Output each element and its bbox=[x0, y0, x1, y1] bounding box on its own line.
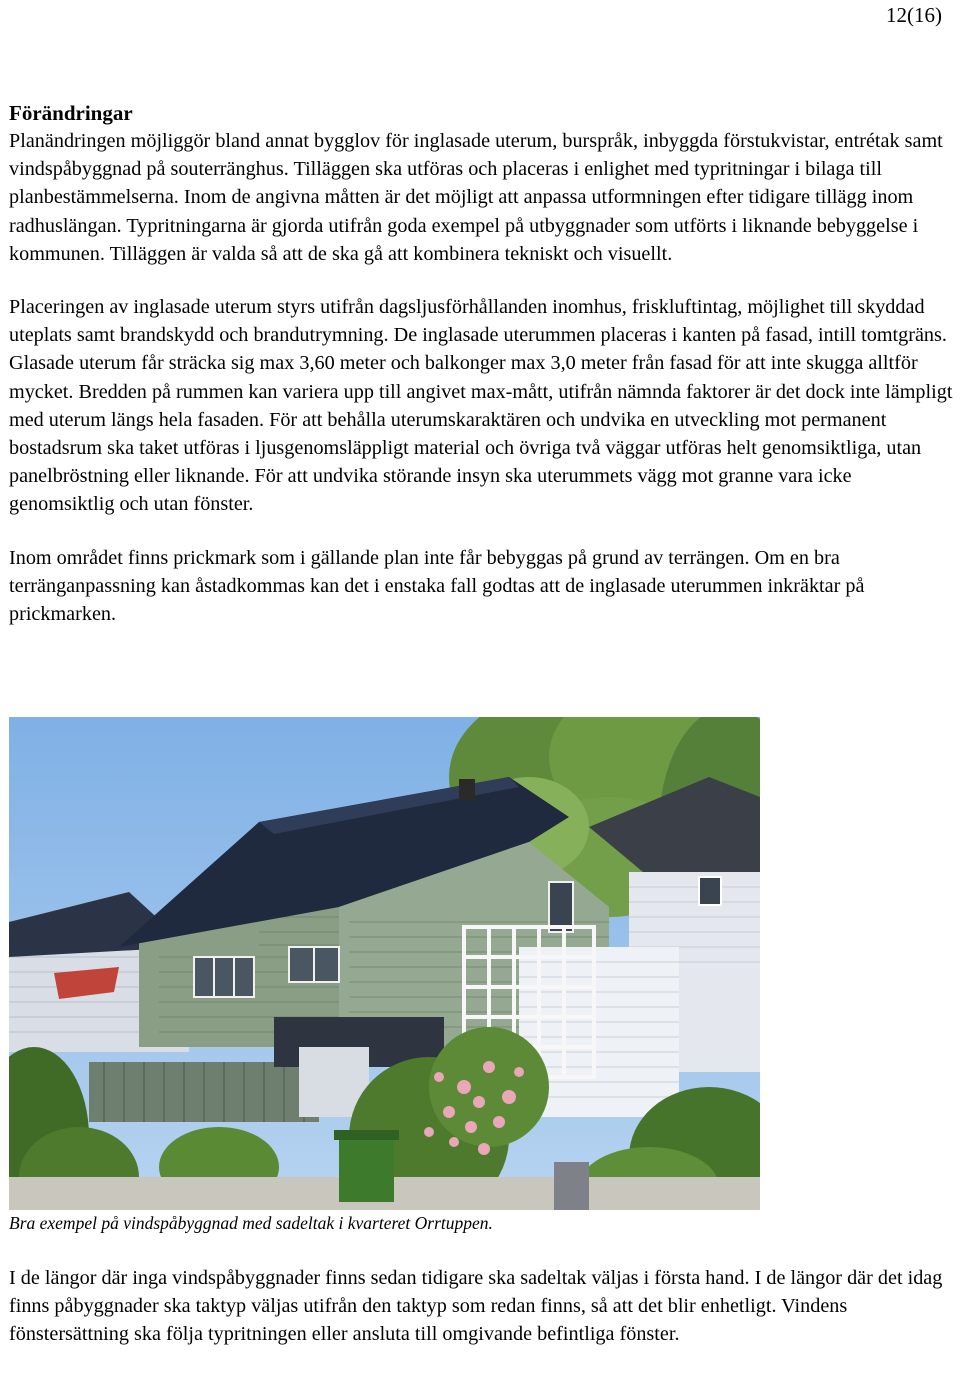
closing-paragraph: I de längor där inga vindspåbyggnader finns sedan tidigare ska sadeltak väljas i första hand. I de längor där det idag finns påbyggnader ska taktyp väljas utifrån den taktyp som redan finns, så att det blir enhetligt. Vindens fönstersättning ska följa typritningen eller ansluta till omgivande befintliga fönster. bbox=[9, 1267, 943, 1346]
green-bin bbox=[334, 1130, 399, 1202]
closing-section bbox=[9, 1264, 954, 1349]
section-forandringar bbox=[9, 99, 954, 628]
paragraph-1: Planändringen möjliggör bland annat bygglov för inglasade uterum, burspråk, inbyggda förstukvistar, entrétak samt vindspåbyggnad på souterränghus. Tilläggen ska utföras och placeras i enlighet med typritningar i bilaga till planbestämmelserna. Inom de angivna måtten är det möjligt att anpassa utformningen efter tidigare tillägg inom radhuslängan. Typritningarna är gjorda utifrån goda exempel på utbyggnader som utförts i liknande bebyggelse i kommunen. Tilläggen är valda så att de ska gå att kombinera tekniskt och visuellt. bbox=[9, 130, 943, 265]
section-heading: Förändringar bbox=[9, 101, 133, 125]
mailbox bbox=[554, 1162, 589, 1210]
paragraph-3: Inom området finns prickmark som i gällande plan inte får bebyggas på grund av terrängen. Om en bra terränganpassning kan åstadkommas kan det i enstaka fall godtas att de inglasade uterummen inkräktar på prickmarken. bbox=[9, 546, 865, 626]
house-photo bbox=[9, 717, 760, 1210]
figure-caption: Bra exempel på vindspåbyggnad med sadeltak i kvarteret Orrtuppen. bbox=[9, 1213, 493, 1233]
page-number: 12(16) bbox=[886, 3, 942, 27]
paragraph-2: Placeringen av inglasade uterum styrs utifrån dagsljusförhållanden inomhus, friskluftintag, möjlighet till skyddad uteplats samt brandskydd och brandutrymning. De inglasade uterummen placeras i kanten på fasad, intill tomtgräns. Glasade uterum får sträcka sig max 3,60 meter och balkonger max 3,0 meter från fasad för att inte skugga alltför mycket. Bredden på rummen kan variera upp till angivet max-mått, utifrån nämnda faktorer är det dock inte lämpligt med uterum längs hela fasaden. För att behålla uterumskaraktären och undvika en utveckling mot permanent bostadsrum ska taket utföras i ljusgenomsläppligt material och övriga två väggar utföras helt genomsiktliga, utan panelbröstning eller liknande. För att undvika störande insyn ska uterummets vägg mot granne vara icke genomsiktlig och utan fönster. bbox=[9, 296, 953, 516]
